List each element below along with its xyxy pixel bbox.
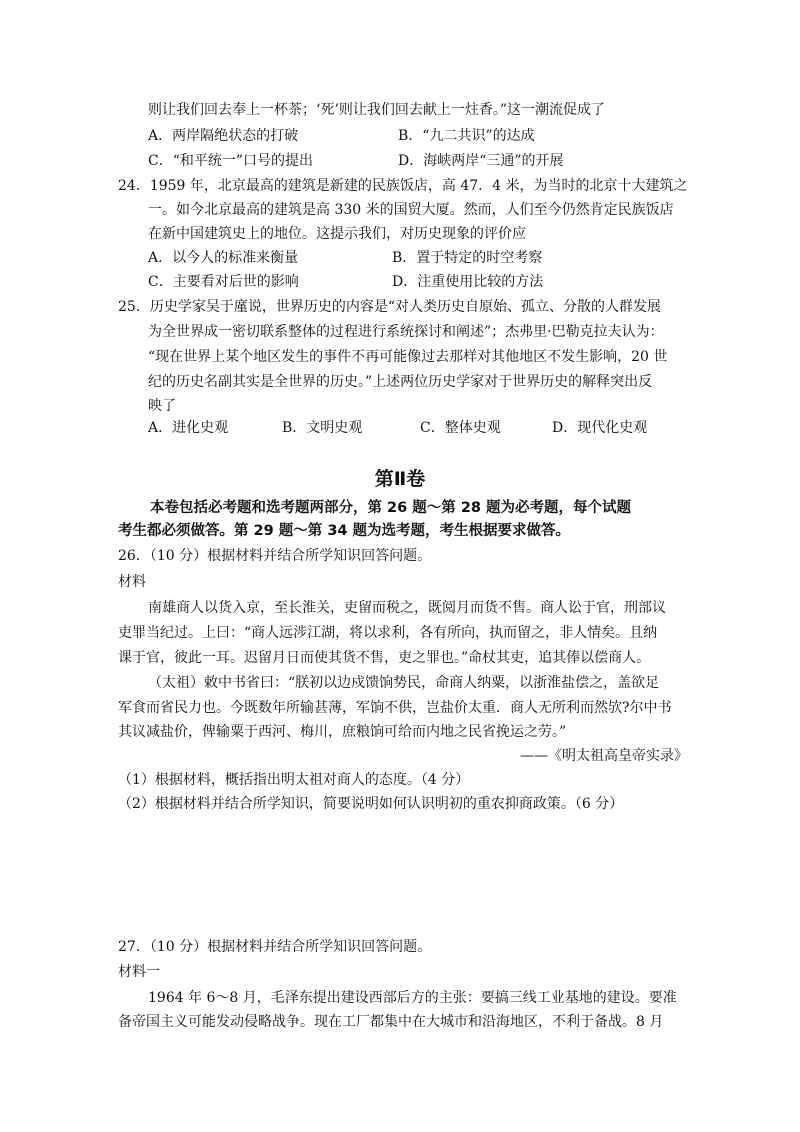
q26-subquestion-1: （1）根据材料，概括指出明太祖对商人的态度。（4 分） — [118, 772, 470, 788]
q26-paragraph1-line-2: 吏罪当纪过。上曰：“商人远涉江湖，将以求利，各有所向，执而留之，非人情矣。且纳 — [118, 625, 658, 641]
section-instructions-line-2: 考生都必须做答。第 29 题～第 34 题为选考题，考生根据要求做答。 — [118, 523, 571, 539]
q25-line-4: 纪的历史名副其实是全世界的历史。”上述两位历史学家对于世界历史的解释突出反 — [148, 374, 653, 390]
q25-option-a: A．进化史观 — [148, 420, 229, 436]
q26-paragraph2-line-1: （太祖）敕中书省曰：“朕初以边戍馈饷势民，命商人纳粟，以浙淮盐偿之，盖欲足 — [148, 675, 660, 691]
q25-option-d: D．现代化史观 — [552, 420, 648, 436]
q26-material-label: 材料 — [118, 574, 146, 590]
q23-option-d: D．海峡两岸“三通”的开展 — [398, 153, 564, 169]
q26-paragraph2-line-2: 军食而省民力也。今既数年所输甚薄，军饷不供，岂盐价太重．商人无所利而然欤?尔中书 — [118, 700, 672, 716]
q25-line-3: “现在世界上某个地区发生的事件不再可能像过去那样对其他地区不发生影响，20 世 — [148, 349, 668, 365]
q26-paragraph1-line-3: 课于官，彼此一耳。迟留月日而使其货不售，吏之罪也。”命杖其吏，追其俸以偿商人。 — [118, 650, 651, 666]
q24-option-c: C．主要看对后世的影响 — [148, 274, 299, 290]
q23-stem-tail: 则让我们回去奉上一杯茶；‘死’则让我们回去献上一炷香。”这一潮流促成了 — [148, 102, 606, 118]
q23-option-a: A．两岸隔绝状态的打破 — [148, 128, 299, 144]
q25-line-2: 为全世界成一密切联系整体的过程进行系统探讨和阐述”；杰弗里·巴勒克拉夫认为： — [148, 324, 664, 340]
q24-line-3: 在新中国建筑史上的地位。这提示我们，对历史现象的评价应 — [148, 226, 526, 242]
q26-source: ——《明太祖高皇帝实录》 — [520, 748, 688, 764]
q26-paragraph2-line-3: 其议减盐价，俾输粟于西河、梅川，庶粮饷可给而内地之民省挽运之劳。” — [118, 724, 567, 740]
q25-option-b: B．文明史观 — [282, 420, 363, 436]
q24-option-a: A．以今人的标准来衡量 — [148, 250, 299, 266]
q25-line-5: 映了 — [148, 398, 176, 414]
q25-line-1: 25．历史学家吴于廑说，世界历史的内容是“对人类历史自原始、孤立、分散的人群发展 — [118, 299, 661, 315]
q27-line-1: 1964 年 6～8 月，毛泽东提出建设西部后方的主张：要搞三线工业基地的建设。要准 — [148, 990, 677, 1006]
q23-option-b: B．“九二共识”的达成 — [398, 128, 535, 144]
section-title: 第Ⅱ卷 — [374, 468, 426, 490]
q23-option-c: C．“和平统一”口号的提出 — [148, 153, 314, 169]
q24-line-1: 24．1959 年，北京最高的建筑是新建的民族饭店，高 47．4 米，为当时的北京十大建筑之 — [118, 178, 688, 194]
q24-line-2: 一。如今北京最高的建筑是高 330 米的国贸大厦。然而，人们至今仍然肯定民族饭店 — [148, 202, 674, 218]
q27-material-label: 材料一 — [118, 964, 160, 980]
section-instructions-line-1: 本卷包括必考题和选考题两部分，第 26 题～第 28 题为必考题，每个试题 — [150, 500, 632, 516]
q24-option-b: B．置于特定的时空考察 — [392, 250, 543, 266]
q26-header: 26．（10 分）根据材料并结合所学知识回答问题。 — [118, 548, 432, 564]
q25-option-c: C．整体史观 — [420, 420, 501, 436]
q27-header: 27．（10 分）根据材料并结合所学知识回答问题。 — [118, 939, 432, 955]
q24-option-d: D．注重使用比较的方法 — [392, 274, 544, 290]
q26-subquestion-2: （2）根据材料并结合所学知识，简要说明如何认识明初的重农抑商政策。（6 分） — [118, 796, 624, 812]
q27-line-2: 备帝国主义可能发动侵略战争。现在工厂都集中在大城市和沿海地区，不利于备战。8 月 — [118, 1014, 664, 1030]
q26-paragraph1-line-1: 南雄商人以货入京，至长淮关，吏留而税之，既阅月而货不售。商人讼于官，刑部议 — [148, 600, 666, 616]
